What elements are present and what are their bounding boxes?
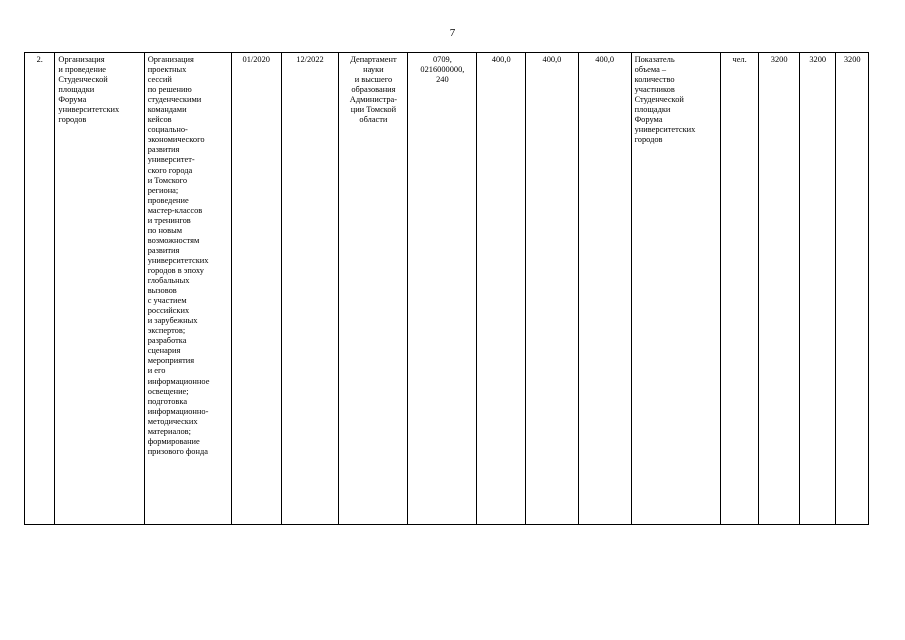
row-number: 2. [25,53,55,525]
funding-amount-1: 400,0 [477,53,526,525]
funding-amount-3: 400,0 [578,53,631,525]
funding-amount-2: 400,0 [526,53,579,525]
event-description: Организация проектных сессий по решению студенческими командами кейсов социально- экономического развития университет- ского города и Томского региона; проведение мастер-классов и тренингов по новым возможностям развития университетских городов в эпоху глобальных вызовов с участием российских и зарубежных экспертов; разработка сценария мероприятия и его информационное освещение; подготовка информационно- методических материалов; формирование призового фонда [144,53,231,525]
activity-table [24,52,869,525]
executor: Департамент науки и высшего образования Администра- ции Томской области [339,53,408,525]
indicator-description: Показатель объема – количество участников Студенческой площадки Форума университетских городов [631,53,720,525]
page-number: 7 [449,27,456,39]
indicator-value-3: 3200 [836,53,869,525]
start-date: 01/2020 [231,53,281,525]
end-date: 12/2022 [281,53,339,525]
indicator-value-2: 3200 [799,53,836,525]
indicator-value-1: 3200 [759,53,800,525]
indicator-unit: чел. [720,53,759,525]
event-name: Организация и проведение Студенческой площадки Форума университетских городов [55,53,144,525]
table-row [25,53,869,525]
budget-code: 0709, 0216000000, 240 [408,53,477,525]
